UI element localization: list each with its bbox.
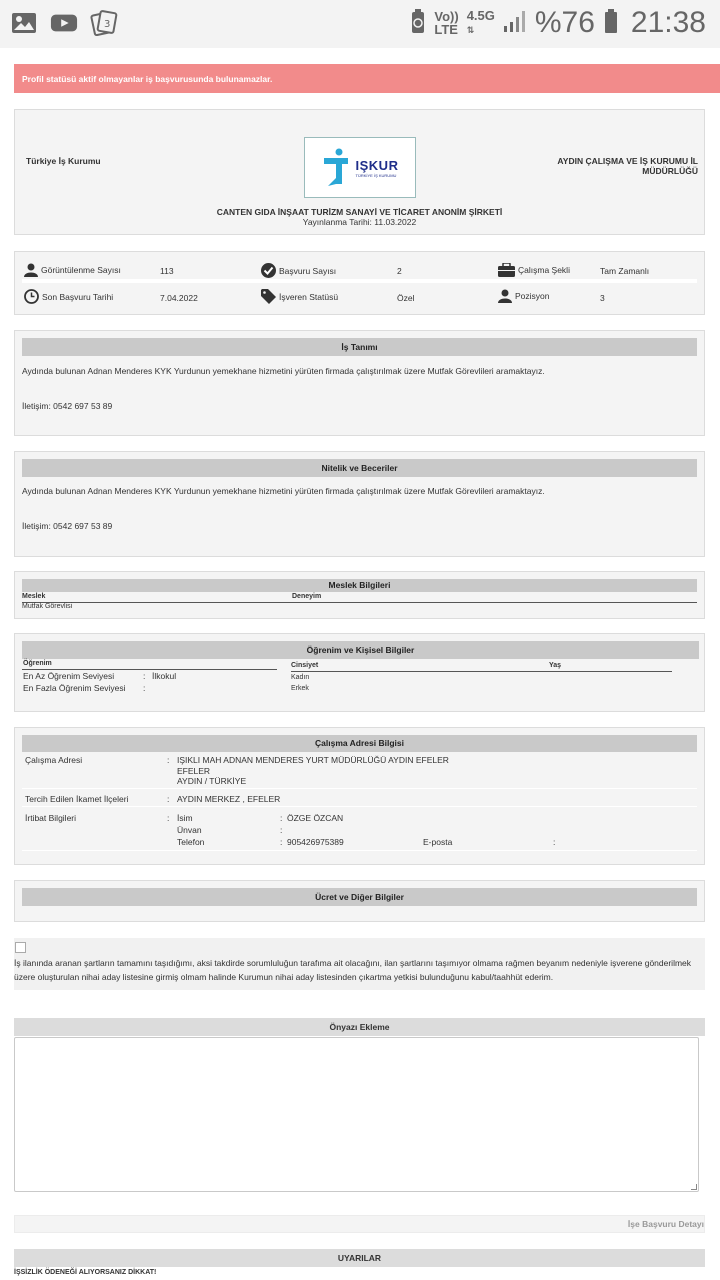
last-date-label: Son Başvuru Tarihi (42, 291, 114, 302)
districts-label: Tercih Edilen İkamet İlçeleri (25, 794, 129, 804)
logo-subtitle: TÜRKİYE İŞ KURUMU (355, 172, 397, 178)
work-address-section (14, 727, 705, 865)
positions-label: Pozisyon (515, 291, 550, 301)
employer-status-label: İşveren Statüsü (279, 291, 339, 302)
volte-indicator (434, 10, 458, 36)
iskur-logo (304, 137, 416, 198)
contact-phone-label: Telefon (177, 837, 205, 847)
gender-female: Kadın (291, 674, 310, 681)
min-education-value: İlkokul (152, 671, 177, 681)
contact-email-label: E-posta (423, 837, 453, 847)
profession-value: Mutfak Görevlisi (22, 603, 73, 610)
last-date-value: 7.04.2022 (160, 293, 198, 303)
min-education-colon: : (143, 671, 146, 681)
education-header-line (22, 669, 277, 670)
cover-letter-textarea[interactable] (14, 1037, 699, 1192)
notification-icons (10, 10, 118, 36)
stat-positions (498, 289, 550, 303)
profession-section (14, 571, 705, 619)
job-stats (14, 251, 705, 315)
contact-name-label: İsim (177, 813, 193, 823)
stat-last-date (24, 289, 113, 304)
declaration-box (14, 938, 705, 990)
stat-views (24, 263, 121, 277)
profession-title: Meslek Bilgileri (22, 579, 697, 592)
education-column: Öğrenim (23, 660, 52, 667)
stat-employer-status (261, 289, 338, 304)
briefcase-icon (498, 263, 515, 277)
education-title: Öğrenim ve Kişisel Bilgiler (22, 641, 699, 659)
applications-label: Başvuru Sayısı (279, 265, 337, 276)
youtube-icon (50, 10, 78, 36)
tag-icon (261, 289, 276, 304)
battery-percent: %76 (534, 6, 595, 39)
work-address-colon: : (167, 755, 170, 765)
data-arrows-icon: ⇅ (466, 25, 475, 35)
apply-detail-bar (14, 1215, 705, 1233)
contact-phone-value: 905426975389 (287, 837, 344, 847)
qualifications-contact: İletişim: 0542 697 53 89 (22, 521, 113, 531)
publish-date: Yayınlanma Tarihi: 11.03.2022 (302, 217, 417, 227)
experience-column: Deneyim (292, 593, 322, 600)
stat-applications (261, 263, 336, 278)
battery-saver-icon (410, 8, 426, 39)
contact-email-colon: : (553, 837, 556, 847)
views-label: Görüntülenme Sayısı (41, 265, 121, 275)
profession-column: Meslek (22, 593, 46, 600)
work-type-label: Çalışma Şekli (518, 265, 570, 275)
cover-letter-title: Önyazı Ekleme (14, 1018, 705, 1036)
warnings-text: İŞSİZLİK ÖDENEĞİ ALIYORSANIZ DİKKAT! (14, 1269, 157, 1276)
work-address-title: Çalışma Adresi Bilgisi (22, 735, 697, 752)
resize-handle-icon[interactable] (691, 1184, 697, 1190)
job-listing-page (0, 48, 720, 1280)
applications-value: 2 (397, 266, 402, 276)
profile-status-alert: Profil statüsü aktif olmayanlar iş başvurusunda bulunamazlar. (14, 64, 720, 93)
apply-detail-link[interactable]: İşe Başvuru Detayı (627, 1219, 704, 1229)
contact-divider (22, 850, 697, 851)
job-description-text: Aydında bulunan Adnan Menderes KYK Yurdunun yemekhane hizmetini yürüten firmada çalıştırılmak üzere Mutfak Görevlileri aramaktayız. (22, 366, 545, 376)
job-description-contact: İletişim: 0542 697 53 89 (22, 401, 113, 411)
status-bar (0, 0, 720, 48)
user-icon (24, 263, 38, 277)
max-education-colon: : (143, 683, 146, 693)
office-name: AYDIN ÇALIŞMA VE İŞ KURUMU İL MÜDÜRLÜĞÜ (557, 156, 698, 176)
gender-column: Cinsiyet (291, 662, 319, 669)
districts-divider (22, 806, 697, 807)
declaration-checkbox[interactable] (15, 942, 26, 953)
signal-icon (503, 9, 527, 38)
user-icon (498, 289, 512, 303)
work-address-line2: EFELER (177, 766, 211, 776)
qualifications-section (14, 451, 705, 557)
warnings-title: UYARILAR (14, 1249, 705, 1267)
gender-male: Erkek (291, 685, 309, 692)
personal-header-line (291, 671, 672, 672)
contact-title-colon: : (280, 825, 283, 835)
company-name: CANTEN GIDA İNŞAAT TURİZM SANAYİ VE TİCARET ANONİM ŞİRKETİ (216, 207, 503, 217)
institution-name: Türkiye İş Kurumu (26, 156, 101, 166)
volte-label: Vo)) (434, 9, 459, 24)
job-description-title: İş Tanımı (22, 338, 697, 356)
declaration-text: İş ilanında aranan şartların tamamını taşıdığımı, aksi takdirde sorumluluğun tarafıma ait olacağını, ilan şartlarını taşımıyor olmama rağmen beyanım nedeniyle işverene gönderilmek üzere oluşturulan nihai aday listesine girmiş olmam halinde Kurumun nihai aday listesinden çıkartma yetkisi bulunduğunu kabul/taahhüt ederim. (14, 958, 692, 982)
positions-value: 3 (600, 293, 605, 303)
work-address-line1: IŞIKLI MAH ADNAN MENDERES YURT MÜDÜRLÜĞÜ AYDIN EFELER (177, 755, 449, 765)
age-column: Yaş (549, 662, 562, 669)
fees-title: Ücret ve Diğer Bilgiler (22, 888, 697, 906)
logo-text: IŞKUR (355, 157, 399, 173)
stat-work-type (498, 263, 570, 277)
address-divider (22, 788, 697, 789)
fees-section (14, 880, 705, 922)
clock: 21:38 (630, 6, 706, 39)
listing-header (14, 109, 705, 235)
image-icon (10, 10, 38, 36)
battery-icon (603, 8, 619, 39)
contact-name-colon: : (280, 813, 283, 823)
check-circle-icon (261, 263, 276, 278)
qualifications-title: Nitelik ve Beceriler (22, 459, 697, 477)
contact-label: İrtibat Bilgileri (25, 813, 77, 823)
qualifications-text: Aydında bulunan Adnan Menderes KYK Yurdunun yemekhane hizmetini yürüten firmada çalıştırılmak üzere Mutfak Görevlileri aramaktayız. (22, 486, 545, 496)
max-education-label: En Fazla Öğrenim Seviyesi (23, 683, 126, 693)
iskur-logo-icon (322, 146, 352, 190)
job-description-section (14, 330, 705, 436)
employer-status-value: Özel (397, 293, 415, 303)
districts-value: AYDIN MERKEZ , EFELER (177, 794, 281, 804)
contact-name-value: ÖZGE ÖZCAN (287, 813, 344, 823)
contact-colon: : (167, 813, 170, 823)
profession-header-line (22, 602, 697, 603)
svg-text:3: 3 (104, 19, 111, 30)
network-type (467, 9, 495, 37)
stats-divider (22, 279, 697, 283)
work-type-value: Tam Zamanlı (600, 266, 650, 276)
contact-title-label: Ünvan (177, 825, 202, 835)
lte-label: LTE (434, 22, 458, 37)
contact-phone-colon: : (280, 837, 283, 847)
clock-icon (24, 289, 39, 304)
districts-colon: : (167, 794, 170, 804)
work-address-label: Çalışma Adresi (25, 755, 83, 765)
work-address-line3: AYDIN / TÜRKİYE (177, 776, 247, 786)
views-value: 113 (160, 266, 174, 276)
education-section (14, 633, 705, 712)
min-education-label: En Az Öğrenim Seviyesi (23, 671, 115, 681)
network-label: 4.5G (466, 8, 495, 23)
cards-icon (90, 10, 118, 36)
